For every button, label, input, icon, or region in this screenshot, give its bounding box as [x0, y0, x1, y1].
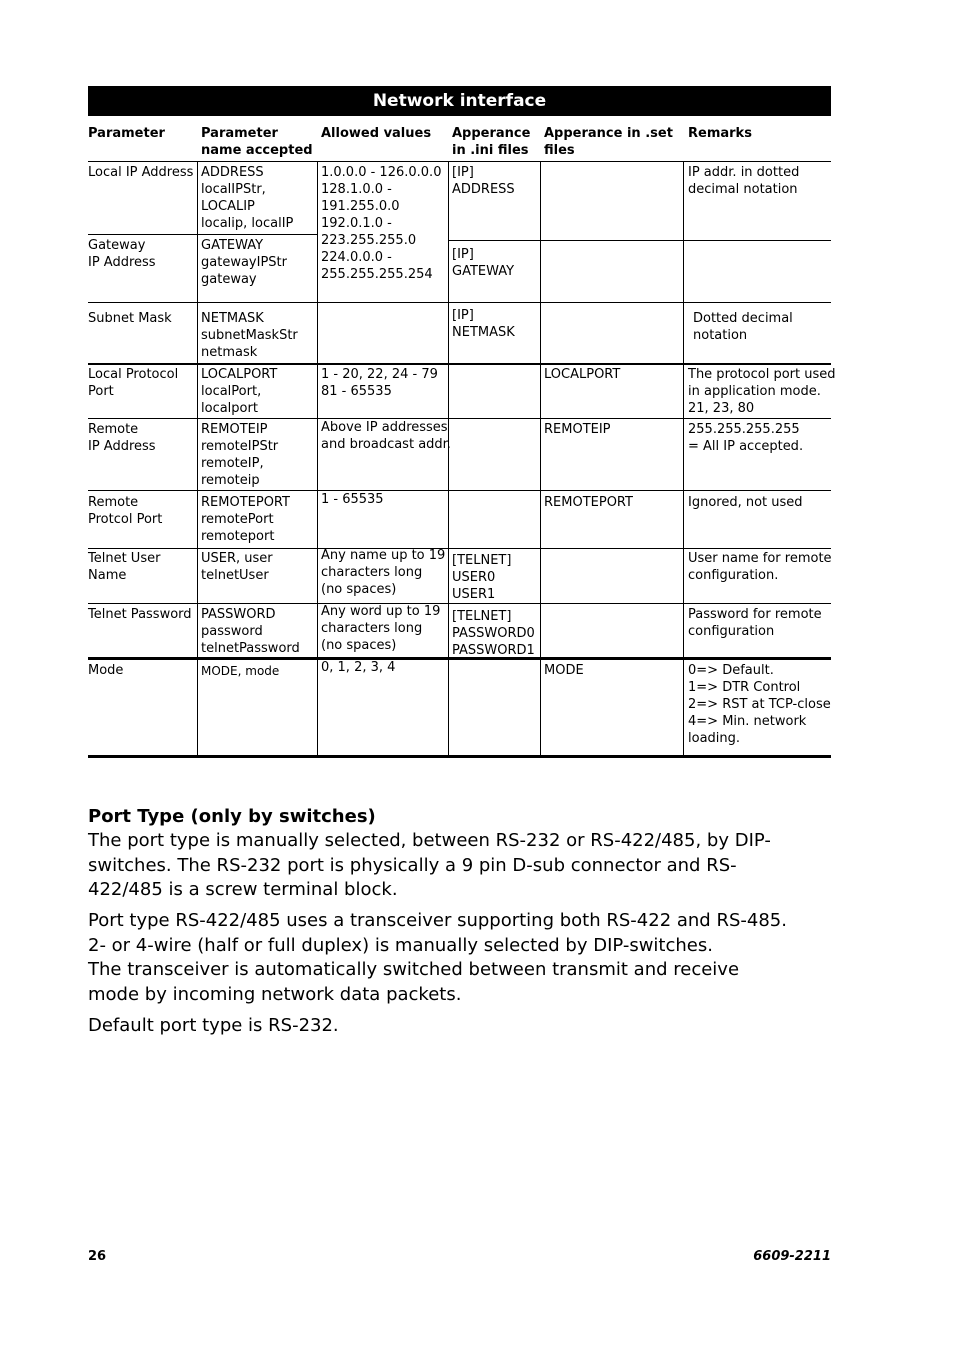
cell-parameter: Mode [88, 663, 124, 678]
cell-parameter: Local IP Address [88, 165, 194, 180]
cell-parameter: Remote Protcol Port [88, 495, 163, 527]
document-number: 6609-2211 [753, 1249, 831, 1264]
cell-parameter: Gateway IP Address [88, 238, 156, 270]
cell-allowed-values: 1.0.0.0 - 126.0.0.0 128.1.0.0 - 191.255.0.0 192.0.1.0 - 223.255.255.0 224.0.0.0 - 255.255.255.254 [321, 165, 442, 282]
cell-set: LOCALPORT [544, 367, 621, 382]
header-set-files: Apperance in .set files [544, 126, 673, 158]
row-divider [88, 603, 831, 604]
cell-ini: [IP] NETMASK [452, 308, 515, 340]
column-divider [448, 161, 449, 757]
header-name-accepted: Parameter name accepted [201, 126, 313, 158]
cell-remarks: Dotted decimal notation [693, 311, 793, 343]
row-divider [88, 363, 831, 365]
cell-allowed-values: 0, 1, 2, 3, 4 [321, 660, 396, 675]
cell-remarks: User name for remote configuration. [688, 551, 832, 583]
cell-name-accepted: REMOTEPORT remotePort remoteport [201, 495, 290, 544]
header-parameter: Parameter [88, 126, 165, 141]
cell-name-accepted: GATEWAY gatewayIPStr gateway [201, 238, 287, 287]
row-divider [88, 548, 831, 549]
cell-ini: [IP] GATEWAY [452, 247, 515, 279]
header-ini-files: Apperance in .ini files [452, 126, 531, 158]
column-divider [540, 161, 541, 757]
cell-name-accepted: USER, user telnetUser [201, 551, 273, 583]
cell-ini: [IP] ADDRESS [452, 165, 515, 197]
cell-remarks: Ignored, not used [688, 495, 803, 510]
cell-allowed-values: Above IP addresses and broadcast addr. [321, 420, 451, 452]
cell-parameter: Telnet Password [88, 607, 192, 622]
cell-allowed-values: Any word up to 19 characters long (no spaces) [321, 604, 441, 653]
cell-name-accepted: LOCALPORT localPort, localport [201, 367, 278, 416]
row-divider [198, 234, 318, 235]
paragraph: Default port type is RS-232. [88, 1015, 339, 1036]
column-divider [683, 161, 684, 757]
page-number: 26 [88, 1249, 107, 1264]
cell-allowed-values: 1 - 65535 [321, 492, 384, 507]
cell-allowed-values: Any name up to 19 characters long (no spaces) [321, 548, 446, 597]
cell-name-accepted: PASSWORD password telnetPassword [201, 607, 300, 656]
cell-name-accepted: ADDRESS localIPStr, LOCALIP localip, localIP [201, 165, 294, 231]
cell-parameter: Subnet Mask [88, 311, 172, 326]
paragraph: The port type is manually selected, between RS-232 or RS-422/485, by DIP-switches. The RS-232 port is physically a 9 pin D-sub connector and RS-422/485 is a screw terminal block. [88, 830, 771, 900]
header-allowed-values: Allowed values [321, 126, 432, 141]
cell-parameter: Local Protocol Port [88, 367, 179, 399]
cell-remarks: The protocol port used in application mode. 21, 23, 80 [688, 367, 836, 416]
cell-parameter: Telnet User Name [88, 551, 161, 583]
cell-remarks: 255.255.255.255 = All IP accepted. [688, 422, 804, 454]
row-divider [448, 240, 831, 241]
cell-set: REMOTEPORT [544, 495, 633, 510]
cell-ini: [TELNET] USER0 USER1 [452, 553, 512, 602]
row-divider [88, 161, 831, 162]
row-divider [88, 490, 831, 491]
row-divider [88, 418, 831, 419]
cell-remarks: 0=> Default. 1=> DTR Control 2=> RST at TCP-close 4=> Min. network loading. [688, 663, 831, 746]
cell-ini: [TELNET] PASSWORD0 PASSWORD1 [452, 609, 535, 658]
table-title: Network interface [88, 86, 831, 116]
cell-remarks: IP addr. in dotted decimal notation [688, 165, 800, 197]
cell-name-accepted: MODE, mode [201, 664, 280, 678]
cell-remarks: Password for remote configuration [688, 607, 822, 639]
cell-parameter: Remote IP Address [88, 422, 156, 454]
cell-name-accepted: NETMASK subnetMaskStr netmask [201, 311, 298, 360]
cell-name-accepted: REMOTEIP remoteIPStr remoteIP, remoteip [201, 422, 279, 488]
header-remarks: Remarks [688, 126, 752, 141]
section-heading: Port Type (only by switches) [88, 806, 376, 827]
column-divider [317, 161, 318, 757]
cell-set: REMOTEIP [544, 422, 611, 437]
row-divider [88, 302, 831, 303]
paragraph: Port type RS-422/485 uses a transceiver supporting both RS-422 and RS-485. 2- or 4-wire (half or full duplex) is manually selected by DIP-switches. The transceiver is automatically switched between transmit and receive mode by incoming network data packets. [88, 910, 787, 1005]
table-bottom-rule [88, 755, 831, 758]
cell-set: MODE [544, 663, 584, 678]
cell-allowed-values: 1 - 20, 22, 24 - 79 81 - 65535 [321, 367, 438, 399]
row-divider [88, 234, 198, 235]
column-divider [197, 161, 198, 757]
